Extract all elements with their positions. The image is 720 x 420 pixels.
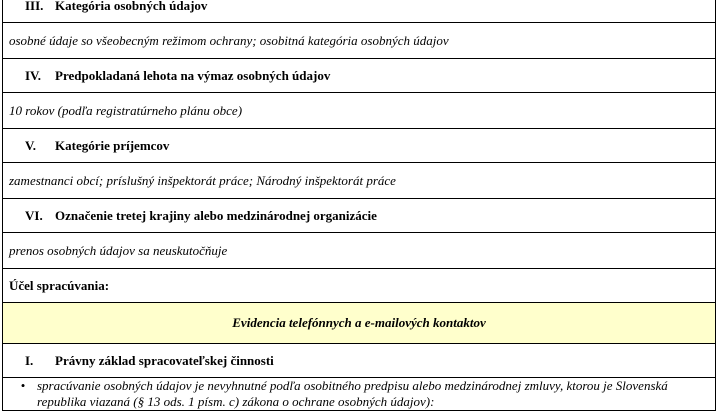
legal-basis-bullet-row	[3, 378, 716, 411]
section-header-row	[3, 129, 716, 163]
section-value-row	[3, 163, 716, 199]
purpose-label-row	[3, 269, 716, 303]
section-value-row	[3, 93, 716, 129]
section-number: III.	[25, 0, 44, 13]
bullet-item	[9, 378, 709, 410]
section-vi-header	[3, 199, 716, 233]
section-number: V.	[25, 137, 36, 153]
section-number: I.	[25, 352, 34, 368]
section-header-row	[3, 344, 716, 378]
section-vi-value: prenos osobných údajov sa neuskutočňuje	[3, 233, 716, 269]
purpose-label: Účel spracúvania:	[3, 269, 716, 303]
section-iii-header	[3, 0, 716, 23]
purpose-name-row	[3, 303, 716, 344]
processing-record-table	[2, 0, 716, 411]
legal-basis-header	[3, 344, 716, 378]
section-number: IV.	[25, 67, 42, 83]
bullet-text: spracúvanie osobných údajov je nevyhnutné podľa osobitného predpisu alebo medzinárodnej zmluvy, ktorou je Slovenská republika viazaná (§ 13 ods. 1 písm. c) zákona o ochrane osobných údajov):	[37, 378, 668, 409]
bullet-icon: •	[20, 378, 26, 393]
section-title: Označenie tretej krajiny alebo medzinárodnej organizácie	[55, 207, 377, 223]
section-title: Kategórie príjemcov	[55, 137, 170, 153]
legal-basis-bullet-cell	[3, 378, 716, 411]
purpose-name: Evidencia telefónnych a e-mailových kontaktov	[3, 303, 716, 344]
section-title: Kategória osobných údajov	[55, 0, 208, 13]
section-v-header	[3, 129, 716, 163]
section-iv-header	[3, 59, 716, 93]
section-iv-value: 10 rokov (podľa registratúrneho plánu obce)	[3, 93, 716, 129]
section-value-row	[3, 23, 716, 59]
section-header-row	[3, 199, 716, 233]
document-page	[2, 0, 716, 411]
section-value-row	[3, 233, 716, 269]
section-number: VI.	[25, 207, 43, 223]
section-title: Predpokladaná lehota na výmaz osobných údajov	[55, 67, 331, 83]
section-title: Právny základ spracovateľskej činnosti	[55, 352, 274, 368]
section-iii-value: osobné údaje so všeobecným režimom ochrany; osobitná kategória osobných údajov	[3, 23, 716, 59]
section-header-row	[3, 0, 716, 23]
section-v-value: zamestnanci obcí; príslušný inšpektorát práce; Národný inšpektorát práce	[3, 163, 716, 199]
section-header-row	[3, 59, 716, 93]
